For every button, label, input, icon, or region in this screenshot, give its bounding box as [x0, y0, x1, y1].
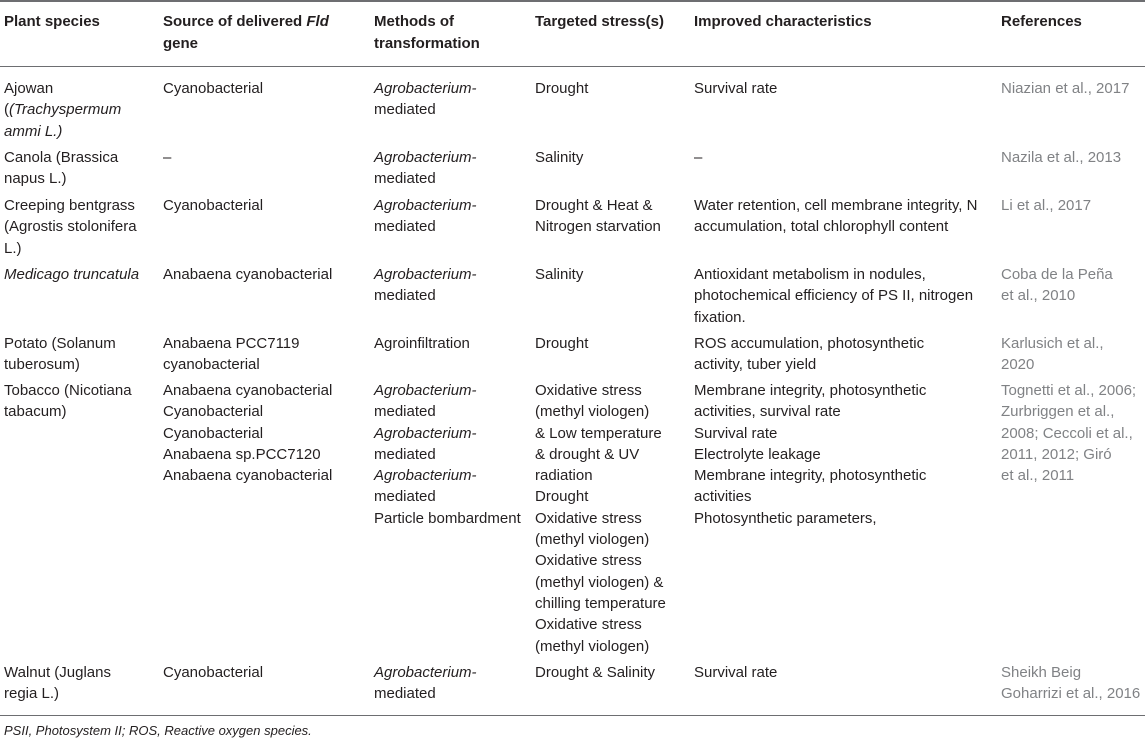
cell-reference: Nazila et al., 2013 — [1001, 149, 1122, 166]
cell-plant: Tobacco (Nicotiana tabacum) — [4, 382, 132, 421]
cell-method: Agrobacterium- mediated — [374, 664, 477, 703]
cell-improved: Survival rate — [694, 664, 778, 681]
header-methods: Methods of transformation — [374, 13, 480, 52]
cell-plant: Medicago truncatula — [4, 266, 140, 283]
cell-method: Agrobacterium- mediated — [374, 266, 477, 305]
cell-source: Anabaena PCC7119 cyanobacterial — [163, 335, 300, 374]
table-footnote: PSII, Photosystem II; ROS, Reactive oxygen species. — [4, 723, 312, 738]
cell-stress: Drought & Heat & Nitrogen starvation — [535, 197, 661, 236]
cell-improved: Survival rate — [694, 80, 778, 97]
cell-reference: Sheikh Beig Goharrizi et al., 2016 — [1001, 664, 1141, 703]
header-plant-species: Plant species — [4, 13, 100, 30]
cell-stress: Oxidative stress (methyl viologen) & Low temperature & drought & UV radiation Drought Oxidative stress (methyl viologen) Oxidative stress (methyl viologen) & chilling temperature Oxidative stress (methyl viologen) — [535, 382, 666, 655]
cell-method: Agroinfiltration — [374, 335, 470, 352]
cell-reference: Tognetti et al., 2006; Zurbriggen et al., 2008; Ceccoli et al., 2011, 2012; Giró et al., 2011 — [1001, 382, 1137, 485]
cell-plant: Creeping bentgrass (Agrostis stolonifera L.) — [4, 197, 137, 257]
cell-method: Agrobacterium- mediated — [374, 149, 477, 188]
table-top-rule — [0, 0, 1145, 2]
cell-stress: Drought — [535, 335, 589, 352]
header-references: References — [1001, 13, 1082, 30]
cell-reference: Niazian et al., 2017 — [1001, 80, 1130, 97]
cell-stress: Salinity — [535, 266, 584, 283]
cell-reference: Karlusich et al., 2020 — [1001, 335, 1104, 374]
header-targeted-stress: Targeted stress(s) — [535, 13, 664, 30]
cell-source: Anabaena cyanobacterial Cyanobacterial Cyanobacterial Anabaena sp.PCC7120 Anabaena cyanobacterial — [163, 382, 333, 485]
cell-method: Agrobacterium- mediated — [374, 80, 477, 119]
cell-plant: Potato (Solanum tuberosum) — [4, 335, 116, 374]
table-bottom-rule — [0, 715, 1145, 716]
cell-method: Agrobacterium- mediated — [374, 197, 477, 236]
cell-stress: Salinity — [535, 149, 584, 166]
cell-source: Anabaena cyanobacterial — [163, 266, 333, 283]
cell-source: – — [163, 149, 172, 166]
cell-stress: Drought — [535, 80, 589, 97]
cell-source: Cyanobacterial — [163, 197, 264, 214]
cell-plant: Walnut (Juglans regia L.) — [4, 664, 111, 703]
cell-source: Cyanobacterial — [163, 664, 264, 681]
cell-stress: Drought & Salinity — [535, 664, 656, 681]
cell-improved: ROS accumulation, photosynthetic activity, tuber yield — [694, 335, 925, 374]
cell-reference: Coba de la Peña et al., 2010 — [1001, 266, 1113, 305]
cell-method: Agrobacterium- mediated Agrobacterium- mediated Agrobacterium- mediated Particle bombardment — [374, 382, 521, 527]
cell-reference: Li et al., 2017 — [1001, 197, 1092, 214]
cell-plant: Ajowan ((Trachyspermum ammi L.) — [4, 80, 122, 140]
header-improved-characteristics: Improved characteristics — [694, 13, 872, 30]
cell-source: Cyanobacterial — [163, 80, 264, 97]
cell-improved: Water retention, cell membrane integrity, N accumulation, total chlorophyll content — [694, 197, 978, 236]
header-source: Source of delivered Fld gene — [163, 13, 329, 52]
cell-improved: Antioxidant metabolism in nodules, photochemical efficiency of PS II, nitrogen fixation. — [694, 266, 974, 326]
header-rule — [0, 66, 1145, 67]
cell-improved: Membrane integrity, photosynthetic activities, survival rate Survival rate Electrolyte leakage Membrane integrity, photosynthetic activities Photosynthetic parameters, — [694, 382, 927, 527]
cell-plant: Canola (Brassica napus L.) — [4, 149, 119, 188]
cell-improved: – — [694, 149, 703, 166]
